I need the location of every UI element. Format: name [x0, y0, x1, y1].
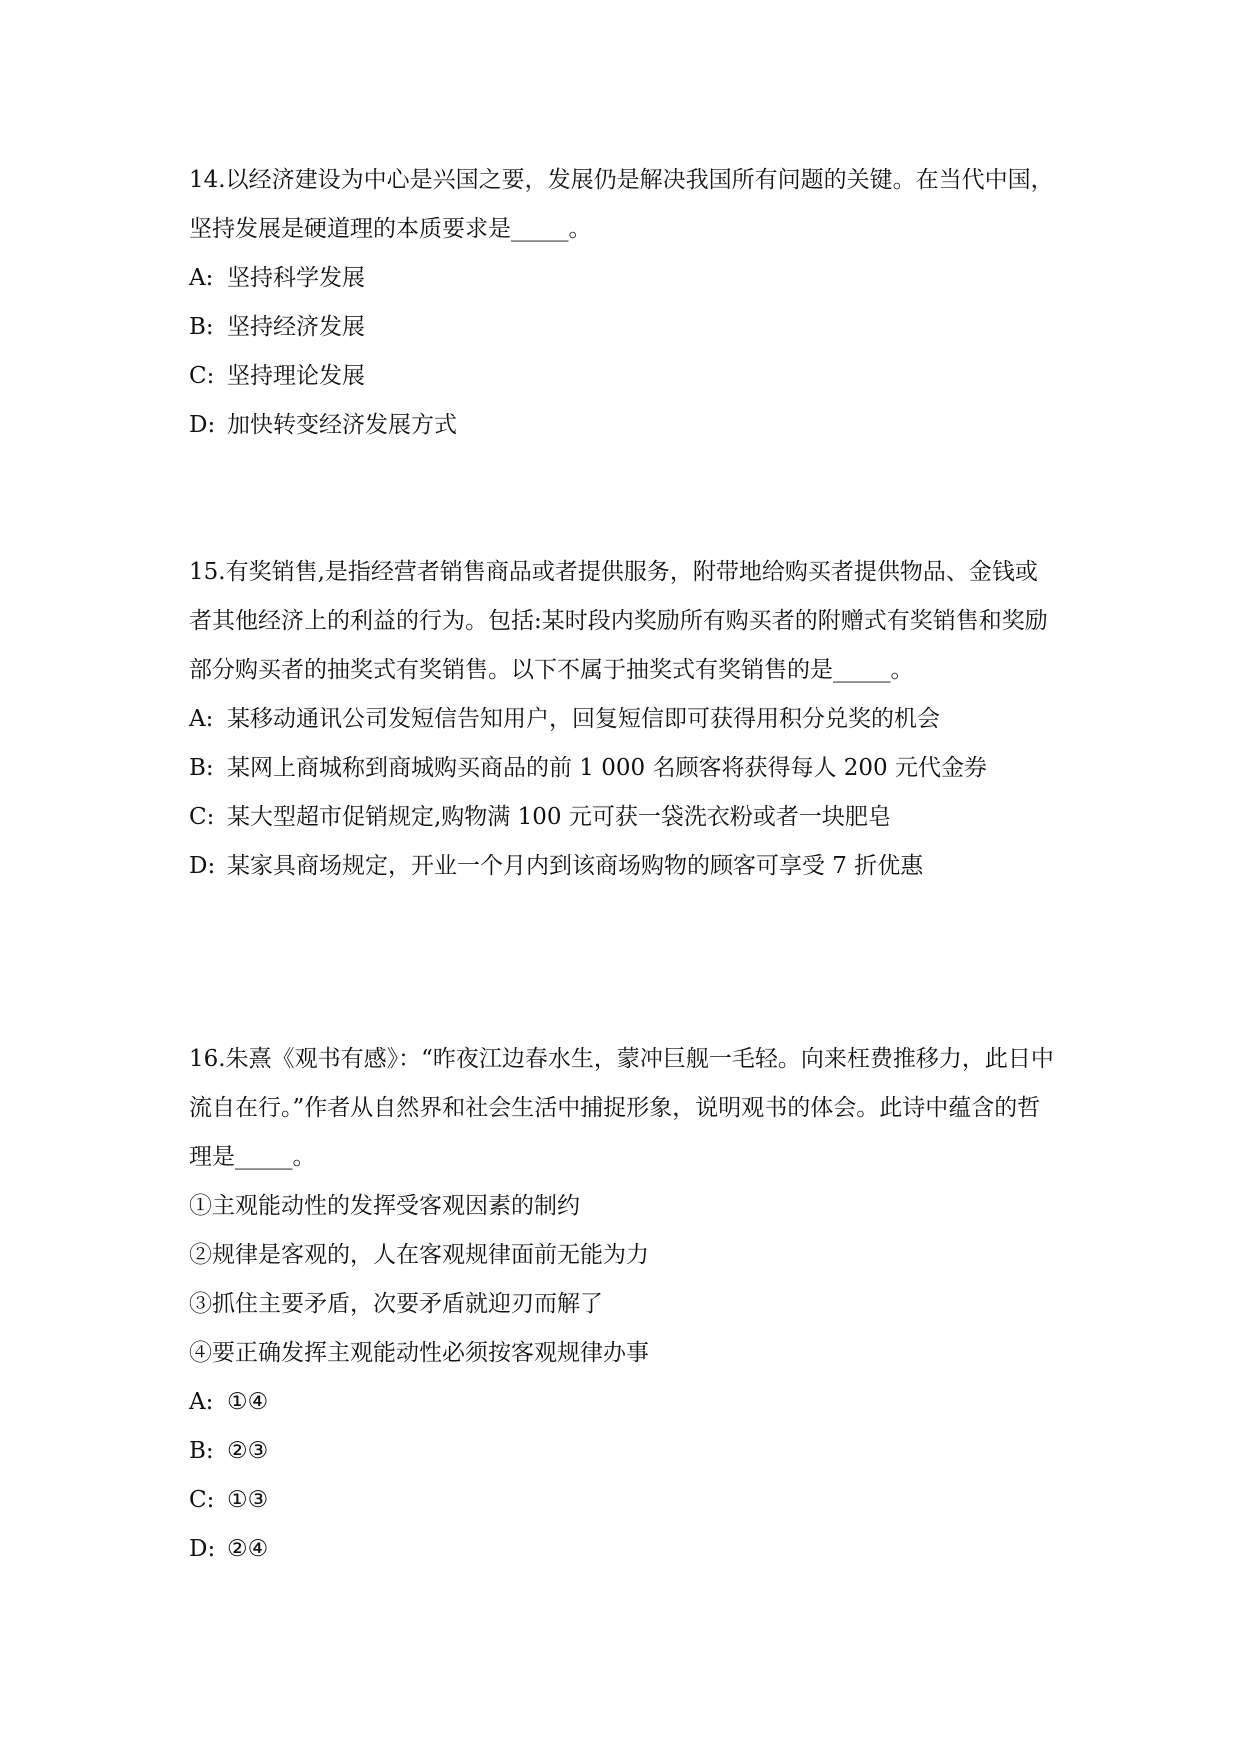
option-a [189, 695, 1059, 744]
option-text: 某网上商城称到商城购买商品的前 1 000 名顾客将获得每人 200 元代金券 [227, 755, 987, 781]
option-letter: A: [189, 1389, 214, 1415]
option-text: 某大型超市促销规定,购物满 100 元可获一袋洗衣粉或者一块肥皂 [227, 804, 891, 830]
question-stem: 14.以经济建设为中心是兴国之要，发展仍是解决我国所有问题的关键。在当代中国，坚持发展是硬道理的本质要求是_____。 [189, 167, 1054, 242]
option-a [189, 1378, 1059, 1427]
option-text: 某移动通讯公司发短信告知用户，回复短信即可获得用积分兑奖的机会 [227, 706, 940, 732]
option-text: 坚持科学发展 [227, 265, 365, 291]
option-b [189, 744, 1059, 793]
option-a [189, 254, 1059, 303]
option-letter: D: [189, 853, 216, 879]
option-letter: A: [189, 265, 214, 291]
statement-1: ①主观能动性的发挥受客观因素的制约 [189, 1193, 580, 1219]
question-stem: 16.朱熹《观书有感》：“昨夜江边春水生，蒙冲巨舰一毛轻。向来枉费推移力，此日中流自在行。”作者从自然界和社会生活中捕捉形象，说明观书的体会。此诗中蕴含的哲理是_____。 [189, 1046, 1054, 1170]
option-b [189, 1427, 1059, 1476]
option-letter: C: [189, 804, 215, 830]
question-16 [189, 1035, 1059, 1574]
option-letter: B: [189, 755, 214, 781]
option-letter: C: [189, 1487, 215, 1513]
option-text: 坚持理论发展 [227, 363, 365, 389]
option-text: ①④ [227, 1389, 269, 1415]
option-letter: D: [189, 412, 216, 438]
option-letter: D: [189, 1536, 216, 1562]
statement-4: ④要正确发挥主观能动性必须按客观规律办事 [189, 1340, 649, 1366]
option-text: ②④ [227, 1536, 269, 1562]
question-15 [189, 548, 1059, 891]
option-letter: B: [189, 314, 214, 340]
option-text: 某家具商场规定，开业一个月内到该商场购物的顾客可享受 7 折优惠 [227, 853, 924, 879]
option-d [189, 401, 1059, 450]
option-text: ①③ [227, 1487, 269, 1513]
option-text: 加快转变经济发展方式 [227, 412, 457, 438]
option-c [189, 352, 1059, 401]
question-stem: 15.有奖销售,是指经营者销售商品或者提供服务，附带地给购买者提供物品、金钱或者其他经济上的利益的行为。包括:某时段内奖励所有购买者的附赠式有奖销售和奖励部分购买者的抽奖式有奖销售。以下不属于抽奖式有奖销售的是_____。 [189, 559, 1048, 683]
option-d [189, 1525, 1059, 1574]
option-letter: A: [189, 706, 214, 732]
option-text: ②③ [227, 1438, 269, 1464]
option-d [189, 842, 1059, 891]
option-letter: B: [189, 1438, 214, 1464]
option-letter: C: [189, 363, 215, 389]
option-c [189, 1476, 1059, 1525]
option-text: 坚持经济发展 [227, 314, 365, 340]
question-14 [189, 156, 1059, 450]
option-c [189, 793, 1059, 842]
statement-2: ②规律是客观的，人在客观规律面前无能为力 [189, 1242, 649, 1268]
statement-3: ③抓住主要矛盾，次要矛盾就迎刃而解了 [189, 1291, 603, 1317]
option-b [189, 303, 1059, 352]
